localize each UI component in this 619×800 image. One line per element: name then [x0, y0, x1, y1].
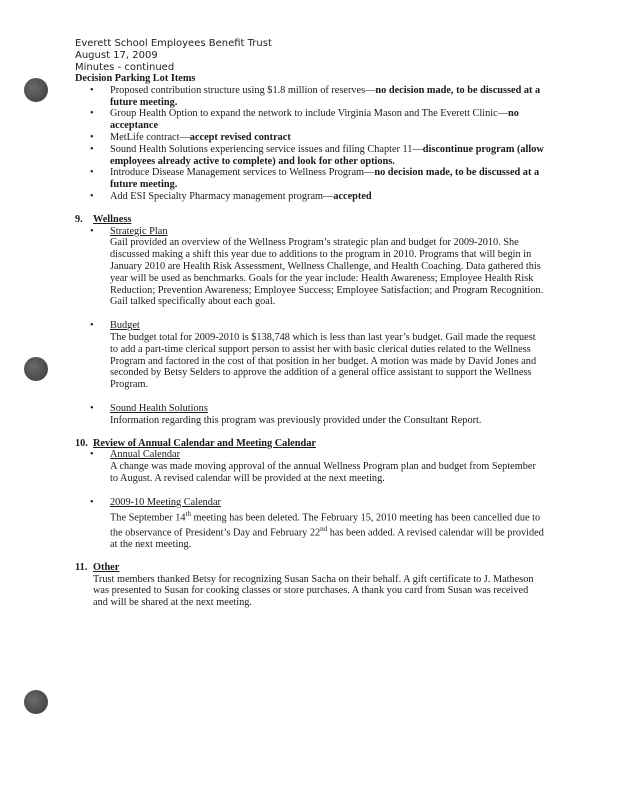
header-subtitle: Minutes - continued	[75, 62, 175, 73]
list-item	[75, 403, 545, 427]
subsection-heading: Sound Health Solutions	[110, 402, 208, 414]
paragraph: A change was made moving approval of the annual Wellness Program plan and budget from September to August. A revised calendar will be provided at the next meeting.	[110, 461, 536, 484]
punch-hole-bottom	[24, 690, 48, 714]
punch-hole-middle	[24, 357, 48, 381]
paragraph: Gail provided an overview of the Wellness Program’s strategic plan and budget for 2009-2010. She discussed making a shift this year due to additions to the program in 2010. Programs that will begin in January 2010 are Health Risk Assessment, Wellness Challenge, and Health Coaching. Data gathered this year will be used as benchmarks. Goals for the year include: Health Awareness; Employee Health Risk Reduction; Prevention Awareness; Employee Success; Employee Satisfaction; and Program Recognition. Gail talked specifically about each goal.	[110, 237, 544, 308]
subsection-heading: 2009-10 Meeting Calendar	[110, 496, 221, 508]
header-org: Everett School Employees Benefit Trust	[75, 38, 272, 49]
document-body	[75, 73, 545, 609]
list-item	[75, 226, 545, 309]
list-item	[75, 449, 545, 484]
wellness-list	[75, 226, 545, 427]
section-wellness-title: 9. Wellness	[75, 213, 132, 225]
list-item: • MetLife contract—accept revised contract	[75, 132, 545, 144]
list-item	[75, 320, 545, 391]
page-header	[75, 38, 272, 74]
subsection-heading: Strategic Plan	[110, 225, 168, 237]
list-item: • Introduce Disease Management services to Wellness Program—no decision made, to be discussed at a future meeting.	[75, 167, 545, 191]
spacer	[75, 391, 545, 403]
list-item: • Add ESI Specialty Pharmacy management program—accepted	[75, 191, 545, 203]
section-calendar-title: 10. Review of Annual Calendar and Meeting Calendar	[75, 437, 316, 449]
list-item	[75, 497, 545, 551]
subsection-heading: Annual Calendar	[110, 449, 181, 461]
paragraph: Information regarding this program was previously provided under the Consultant Report.	[110, 414, 482, 426]
section-other-title: 11. Other	[75, 561, 120, 573]
paragraph: Trust members thanked Betsy for recognizing Susan Sacha on their behalf. A gift certificate to J. Matheson was presented to Susan for cooking classes or store purchases. A thank you card from Susan was received and will be shared at the next meeting.	[93, 573, 534, 609]
list-item: • Group Health Option to expand the network to include Virginia Mason and The Everett Clinic—no acceptance	[75, 108, 545, 132]
spacer	[75, 308, 545, 320]
list-item: • Proposed contribution structure using $1.8 million of reserves—no decision made, to be discussed at a future meeting.	[75, 85, 545, 109]
subsection-heading: Budget	[110, 320, 140, 332]
punch-hole-top	[24, 78, 48, 102]
spacer	[75, 485, 545, 497]
calendar-list	[75, 449, 545, 550]
list-item: • Sound Health Solutions experiencing service issues and filing Chapter 11—discontinue program (allow employees already active to complete) and look for other options.	[75, 144, 545, 168]
paragraph: The budget total for 2009-2010 is $138,748 which is less than last year’s budget. Gail made the request to add a part-time clerical support person to assist her with basic clerical duties related to the Wellness Program and factored in the cost of that position in her budget. A motion was made by David Jones and seconded by Betsy Selders to approve the addition of a general office assistant to support the Wellness Program.	[110, 331, 537, 391]
paragraph: The September 14th meeting has been deleted. The February 15, 2010 meeting has been cancelled due to the observance of President’s Day and February 22nd has been added. A revised calendar will be provided at the next meeting.	[110, 509, 544, 550]
parking-lot-title: Decision Parking Lot Items	[75, 73, 196, 84]
header-date: August 17, 2009	[75, 50, 158, 61]
parking-lot-list	[75, 85, 545, 203]
